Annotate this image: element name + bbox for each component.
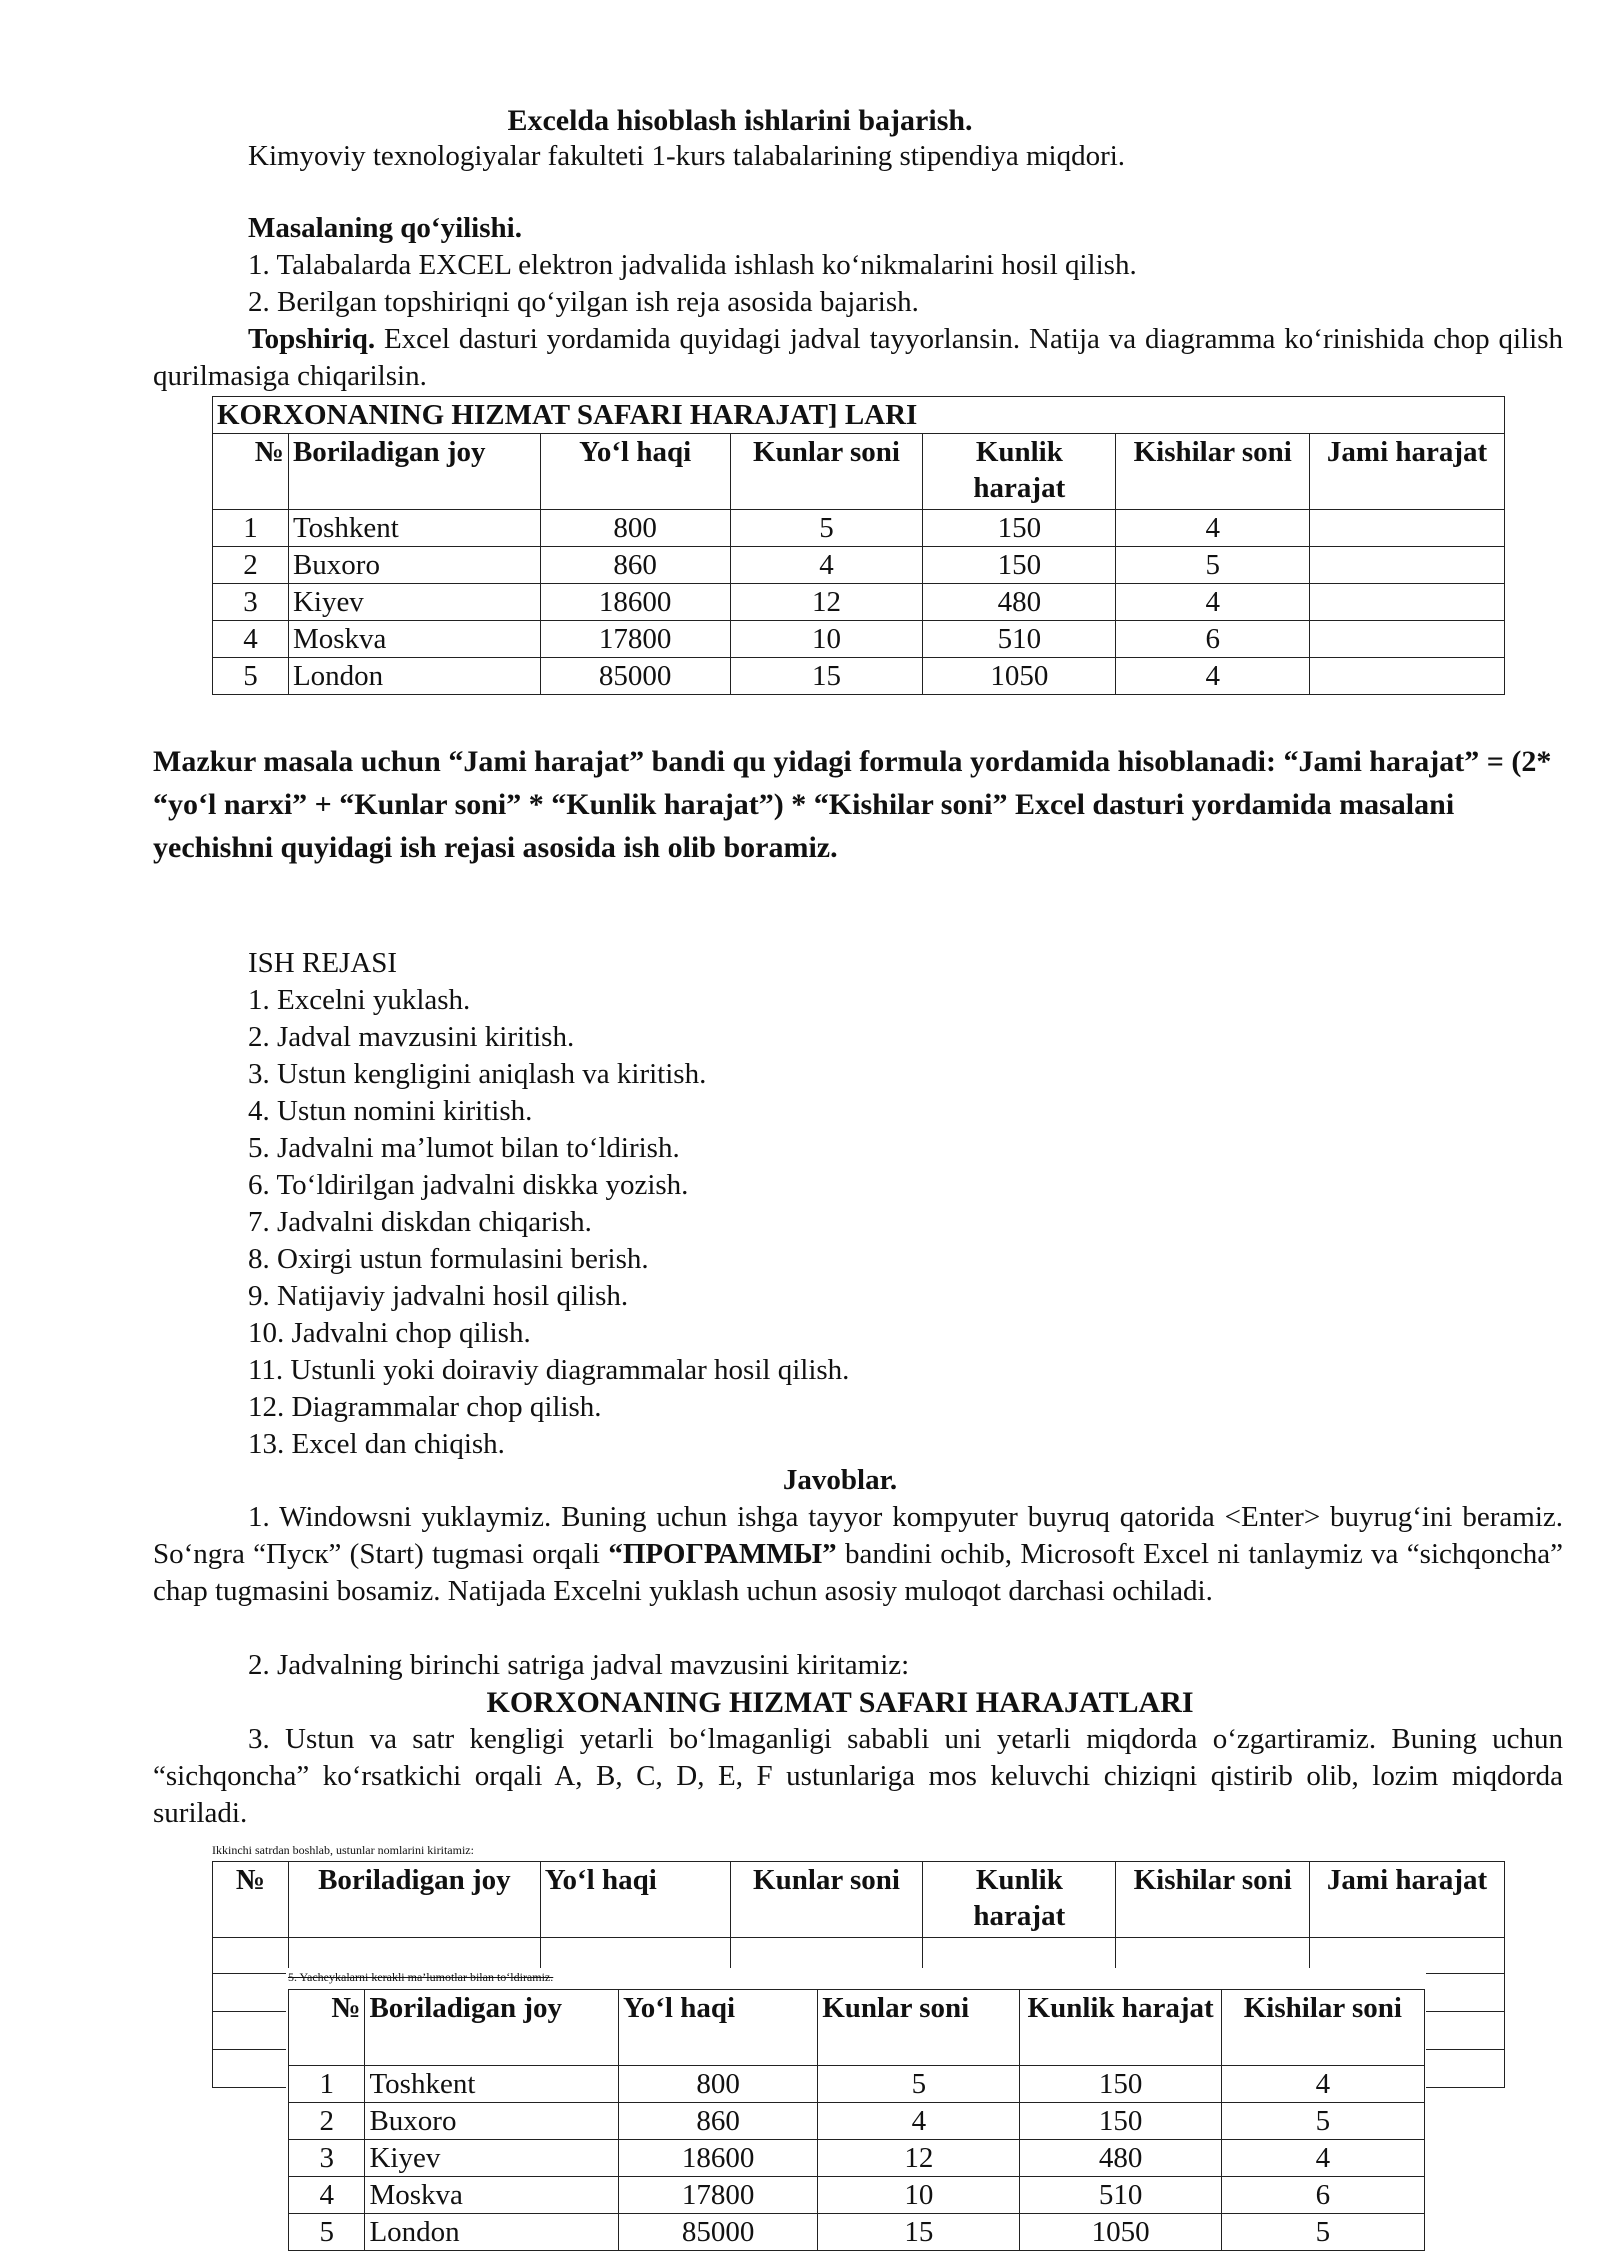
table-cell: Buxoro: [365, 2103, 619, 2140]
table-cell: 5: [1221, 2214, 1424, 2251]
formula-paragraph: Mazkur masala uchun “Jami harajat” bandi qu yidagi formula yordamida hisoblanadi: “Jami harajat” = (2* “yo‘l narxi” + “Kunlar soni” * “Kunlik harajat”) * “Kishilar soni” Excel dasturi yordamida masalani yechishni quyidagi ish rejasi asosida ish olib boramiz.: [153, 745, 1552, 864]
table-cell: 4: [1221, 2140, 1424, 2177]
list-item: 2. Jadval mavzusini kiritish.: [248, 1021, 575, 1053]
table-cell: [1310, 547, 1505, 584]
table-cell: [1310, 658, 1505, 695]
table-cell: [1310, 584, 1505, 621]
list-item: 11. Ustunli yoki doiraviy diagrammalar hosil qilish.: [248, 1354, 850, 1386]
t2-header-daily-cost: Kunlik harajat: [923, 1862, 1116, 1938]
table-cell: 4: [1116, 584, 1310, 621]
table-cell: 860: [540, 547, 730, 584]
answers-heading: Javoblar.: [782, 1464, 898, 1496]
t3-header-destination: Boriladigan joy: [365, 1990, 619, 2066]
task-paragraph: [153, 321, 1563, 395]
table-cell: [1310, 510, 1505, 547]
table-cell: 10: [818, 2177, 1020, 2214]
table-cell: 1050: [923, 658, 1116, 695]
table-cell: 150: [923, 547, 1116, 584]
table-row: [289, 2177, 1425, 2214]
table-cell: 4: [818, 2103, 1020, 2140]
col-header-travel-cost: Yo‘l haqi: [540, 434, 730, 510]
t2-header-days: Kunlar soni: [730, 1862, 923, 1938]
answer-1: [153, 1499, 1563, 1610]
filled-table: [288, 1989, 1425, 2251]
list-item: 6. To‘ldirilgan jadvalni diskka yozish.: [248, 1169, 689, 1201]
table-cell: 18600: [619, 2140, 818, 2177]
answer-2-caption: KORXONANING HIZMAT SAFARI HARAJATLARI: [486, 1686, 1194, 1719]
table-caption: KORXONANING HIZMAT SAFARI HARAJAT] LARI: [213, 397, 1505, 434]
list-item: 13. Excel dan chiqish.: [248, 1428, 505, 1460]
table-cell: 5: [818, 2066, 1020, 2103]
table-row: [213, 510, 1505, 547]
problem-item-1: 1. Talabalarda EXCEL elektron jadvalida ishlash ko‘nikmalarini hosil qilish.: [248, 249, 1137, 281]
t3-header-daily-cost: Kunlik harajat: [1020, 1990, 1221, 2066]
answer-1-bold: “ПРОГРАММЫ”: [608, 1538, 837, 1570]
list-item: 5. Jadvalni ma’lumot bilan to‘ldirish.: [248, 1132, 680, 1164]
table-cell: 2: [289, 2103, 365, 2140]
table-cell: 150: [1020, 2103, 1221, 2140]
table1-body: [213, 510, 1505, 695]
list-item: 12. Diagrammalar chop qilish.: [248, 1391, 602, 1423]
table-cell: Buxoro: [288, 547, 540, 584]
answer-2: 2. Jadvalning birinchi satriga jadval mavzusini kiritamiz:: [248, 1649, 910, 1681]
table-cell: 800: [619, 2066, 818, 2103]
table-cell: 1: [289, 2066, 365, 2103]
col-header-people: Kishilar soni: [1116, 434, 1310, 510]
table-row: [289, 2103, 1425, 2140]
table-cell: 15: [730, 658, 923, 695]
table-cell: 6: [1221, 2177, 1424, 2214]
t2-header-people: Kishilar soni: [1116, 1862, 1310, 1938]
table-cell: [1310, 621, 1505, 658]
list-item: 7. Jadvalni diskdan chiqarish.: [248, 1206, 592, 1238]
t3-header-number: №: [289, 1990, 365, 2066]
table-cell: 4: [1116, 510, 1310, 547]
table-cell: 3: [213, 584, 289, 621]
table-cell: 5: [289, 2214, 365, 2251]
table-row: [213, 621, 1505, 658]
table-cell: Moskva: [288, 621, 540, 658]
list-item: 1. Excelni yuklash.: [248, 984, 471, 1016]
table-row: [213, 658, 1505, 695]
note-5: 5. Yacheykalarni kerakli ma’lumotlar bilan to‘ldiramiz.: [288, 1970, 554, 1984]
table-cell: 5: [213, 658, 289, 695]
table-cell: 860: [619, 2103, 818, 2140]
col-header-number: №: [213, 434, 289, 510]
col-header-days: Kunlar soni: [730, 434, 923, 510]
table-cell: 510: [1020, 2177, 1221, 2214]
table-cell: 5: [730, 510, 923, 547]
t2-header-destination: Boriladigan joy: [288, 1862, 540, 1938]
expenses-table: [212, 396, 1505, 695]
problem-item-2: 2. Berilgan topshiriqni qo‘yilgan ish reja asosida bajarish.: [248, 286, 919, 318]
t3-header-travel-cost: Yo‘l haqi: [619, 1990, 818, 2066]
table-cell: Moskva: [365, 2177, 619, 2214]
answer-1-text-b: bandini ochib, Microsoft Excel ni tanlaymiz va “sichqoncha” chap tugmasini bosamiz. Natijada Excelni yuklash uchun asosiy muloqot darchasi ochiladi.: [153, 1538, 1563, 1607]
table-row: [289, 2140, 1425, 2177]
table3-body: [289, 2066, 1425, 2251]
table-cell: Kiyev: [288, 584, 540, 621]
task-text: Excel dasturi yordamida quyidagi jadval tayyorlansin. Natija va diagramma ko‘rinishida chop qilish qurilmasiga chiqarilsin.: [153, 323, 1563, 392]
table-cell: 5: [1116, 547, 1310, 584]
table-row: [289, 2214, 1425, 2251]
table-cell: London: [365, 2214, 619, 2251]
table-cell: Kiyev: [365, 2140, 619, 2177]
table-row: [289, 2066, 1425, 2103]
table-cell: Toshkent: [288, 510, 540, 547]
table-cell: 4: [730, 547, 923, 584]
task-label: Topshiriq.: [248, 323, 376, 355]
plan-heading: ISH REJASI: [248, 947, 398, 979]
table-cell: 4: [289, 2177, 365, 2214]
table-cell: 2: [213, 547, 289, 584]
table-cell: 17800: [540, 621, 730, 658]
table-cell: 480: [1020, 2140, 1221, 2177]
table-cell: 3: [289, 2140, 365, 2177]
table-cell: 150: [923, 510, 1116, 547]
answer-1-text-a: 1. Windowsni yuklaymiz. Buning uchun ishga tayyor kompyuter buyruq qatorida <Enter> buyrug‘ini beramiz. So‘ngra “Пуск” (Start) tugmasi orqali: [153, 1501, 1563, 1570]
table-cell: London: [288, 658, 540, 695]
table-cell: 4: [1116, 658, 1310, 695]
table-cell: 85000: [619, 2214, 818, 2251]
list-item: 4. Ustun nomini kiritish.: [248, 1095, 533, 1127]
table-cell: 4: [1221, 2066, 1424, 2103]
page-subtitle: Kimyoviy texnologiyalar fakulteti 1-kurs talabalarining stipendiya miqdori.: [248, 140, 1126, 172]
list-item: 10. Jadvalni chop qilish.: [248, 1317, 531, 1349]
table-cell: 10: [730, 621, 923, 658]
col-header-destination: Boriladigan joy: [288, 434, 540, 510]
t3-header-people: Kishilar soni: [1221, 1990, 1424, 2066]
problem-heading: Masalaning qo‘yilishi.: [248, 212, 522, 244]
table-row: [213, 584, 1505, 621]
table-cell: 510: [923, 621, 1116, 658]
note-4: Ikkinchi satrdan boshlab, ustunlar nomlarini kiritamiz:: [212, 1843, 474, 1857]
plan-list: [248, 982, 849, 1463]
table-cell: 12: [818, 2140, 1020, 2177]
list-item: 8. Oxirgi ustun formulasini berish.: [248, 1243, 649, 1275]
table-cell: 1: [213, 510, 289, 547]
t2-header-number: №: [213, 1862, 289, 1938]
table-row: [213, 547, 1505, 584]
col-header-total: Jami harajat: [1310, 434, 1505, 510]
table-cell: 800: [540, 510, 730, 547]
t2-header-total: Jami harajat: [1310, 1862, 1505, 1938]
t2-header-travel-cost: Yo‘l haqi: [540, 1862, 730, 1938]
table-cell: 12: [730, 584, 923, 621]
table-cell: 1050: [1020, 2214, 1221, 2251]
answer-3: 3. Ustun va satr kengligi yetarli bo‘lmaganligi sababli uni yetarli miqdorda o‘zgartiramiz. Buning uchun “sichqoncha” ko‘rsatkichi orqali A, B, C, D, E, F ustunlariga mos keluvchi chiziqni qistirib olib, lozim miqdorda suriladi.: [153, 1723, 1563, 1829]
table-cell: 5: [1221, 2103, 1424, 2140]
table-cell: 480: [923, 584, 1116, 621]
table-cell: Toshkent: [365, 2066, 619, 2103]
table-cell: 150: [1020, 2066, 1221, 2103]
list-item: 3. Ustun kengligini aniqlash va kiritish.: [248, 1058, 707, 1090]
table-cell: 4: [213, 621, 289, 658]
table-cell: 15: [818, 2214, 1020, 2251]
page-title: Excelda hisoblash ishlarini bajarish.: [507, 104, 973, 137]
list-item: 9. Natijaviy jadvalni hosil qilish.: [248, 1280, 629, 1312]
table-cell: 85000: [540, 658, 730, 695]
table-cell: 17800: [619, 2177, 818, 2214]
table-cell: 6: [1116, 621, 1310, 658]
table-cell: 18600: [540, 584, 730, 621]
col-header-daily-cost: Kunlik harajat: [923, 434, 1116, 510]
t3-header-days: Kunlar soni: [818, 1990, 1020, 2066]
